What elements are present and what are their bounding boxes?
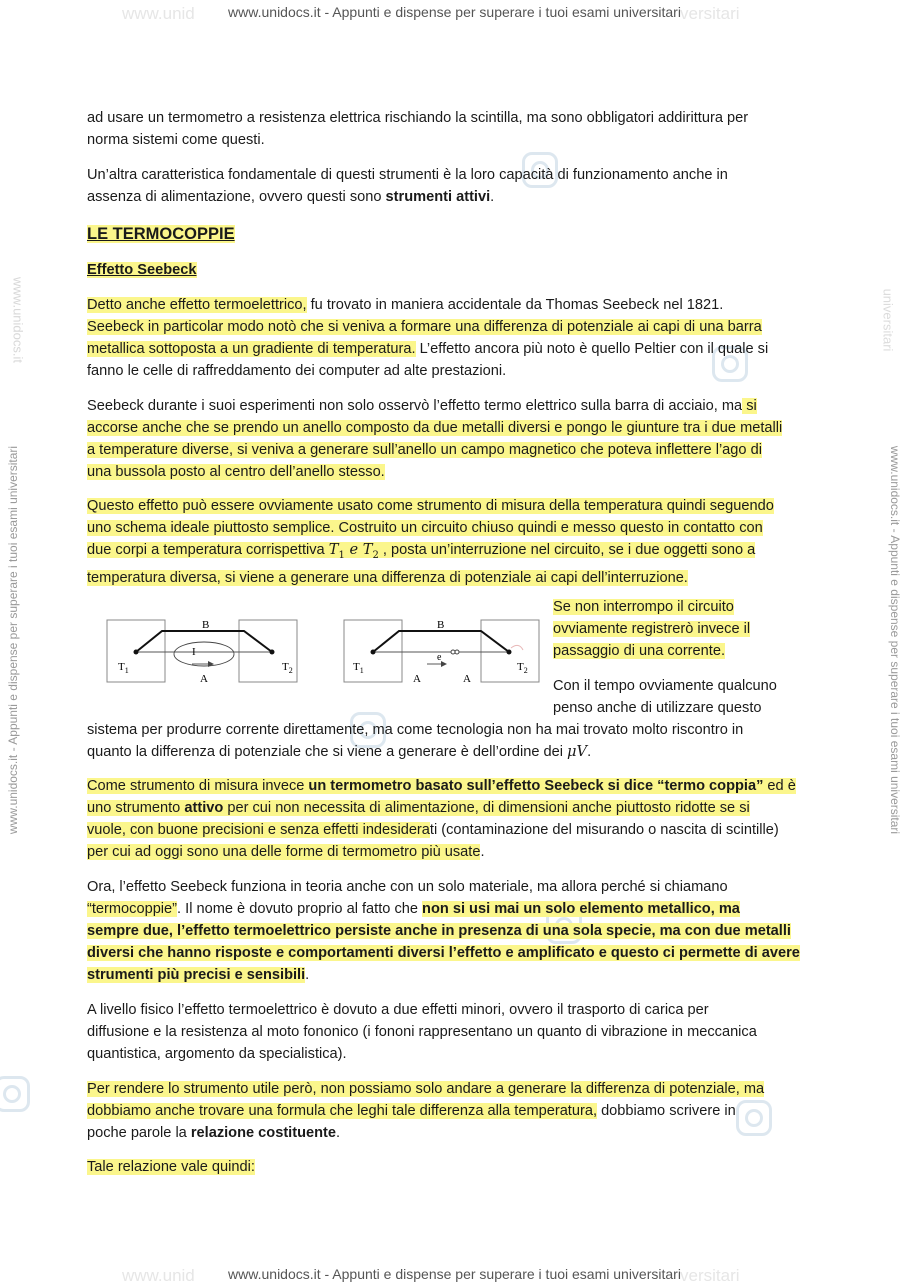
fig1-T1: T bbox=[118, 661, 125, 673]
p5-c1: due corpi a temperatura corrispettiva bbox=[87, 542, 329, 558]
p8-b1: “termocoppie” bbox=[87, 901, 178, 917]
watermark-logo-icon bbox=[0, 1076, 30, 1112]
side-text-c: passaggio di una corrente. bbox=[553, 643, 725, 659]
fig1-T1-sub: 1 bbox=[124, 666, 129, 675]
heading-termocoppie: LE TERMOCOPPIE bbox=[87, 225, 235, 243]
math-T1-sub: 1 bbox=[338, 549, 345, 561]
footer-ghost-left: www.unid bbox=[122, 1266, 195, 1285]
p7-d1: per cui ad oggi sono una delle forme di termometro più usate bbox=[87, 844, 481, 860]
side-watermark-left-text: www.unidocs.it - Appunti e dispense per superare i tuoi esami universitari bbox=[6, 445, 20, 835]
paragraph-7 bbox=[87, 775, 827, 863]
p10-c1: poche parole la bbox=[87, 1125, 191, 1141]
p8-c: sempre due, l’effetto termoelettrico persiste anche in presenza di una sola specie, ma con due metalli bbox=[87, 923, 791, 939]
p9-c: quantistica, argomento da specialistica). bbox=[87, 1046, 347, 1062]
paragraph-1 bbox=[87, 107, 827, 151]
p2-line-b: assenza di alimentazione, ovvero questi sono bbox=[87, 189, 386, 205]
math-T1: T bbox=[328, 541, 339, 558]
math-microvolt: μV bbox=[567, 743, 588, 760]
fig2-label-B: B bbox=[437, 619, 445, 631]
fig1-label-B: B bbox=[202, 619, 210, 631]
fig1-label-T2 bbox=[282, 661, 293, 675]
p7-a3: ed è bbox=[763, 778, 796, 794]
p7-c2: ti (contaminazione del misurando o nascita di scintille) bbox=[429, 822, 779, 838]
paragraph-10 bbox=[87, 1078, 827, 1144]
p3-b1: Seebeck in particolar modo bbox=[87, 319, 268, 335]
p7-a1: Come strumento di misura invece bbox=[87, 778, 309, 794]
side-watermark-right-text: www.unidocs.it - Appunti e dispense per superare i tuoi esami universitari bbox=[888, 445, 902, 835]
p7-b3: per cui non necessita di alimentazione, di dimensioni anche piuttosto ridotte se si bbox=[223, 800, 750, 816]
p3-c2: L’effetto ancora più noto è quello Peltier con il quale si bbox=[415, 341, 769, 357]
paragraph-2 bbox=[87, 164, 827, 208]
paragraph-4 bbox=[87, 395, 827, 483]
paragraph-6 bbox=[87, 719, 827, 763]
figure-side-text-2 bbox=[553, 675, 833, 719]
fig2-label-T2 bbox=[517, 661, 528, 675]
fig1-label-I: I bbox=[192, 646, 196, 658]
figure-closed-circuit bbox=[104, 612, 314, 692]
p10-c3: . bbox=[336, 1125, 341, 1141]
p6-b1: quanto la differenza di potenziale che si viene a generare è dell’ordine dei bbox=[87, 744, 568, 760]
p4-a2: si bbox=[742, 398, 757, 414]
p7-b1: uno strumento bbox=[87, 800, 185, 816]
math-e: e bbox=[344, 541, 363, 558]
fig2-label-A: A bbox=[413, 673, 421, 685]
page-header bbox=[0, 4, 909, 23]
p3-c1: metallica sottoposta a un gradiente di temperatura. bbox=[87, 341, 416, 357]
header-ghost-right: versitari bbox=[680, 4, 740, 23]
p1-line-b: norma sistemi come questi. bbox=[87, 132, 265, 148]
p3-a1: Detto anche effetto termoelettrico, bbox=[87, 297, 307, 313]
p8-e2: . bbox=[305, 967, 310, 983]
p11: Tale relazione vale quindi: bbox=[87, 1159, 255, 1175]
fig1-T2-sub: 2 bbox=[288, 666, 293, 675]
footer-ghost-right: versitari bbox=[680, 1266, 740, 1285]
figure-open-circuit bbox=[341, 612, 551, 692]
figure-side-text bbox=[553, 596, 833, 662]
p7-d2: . bbox=[480, 844, 485, 860]
p4-c: a temperature diverse, si veniva a generare sull’anello un campo magnetico che poteva inflettere l’ago di bbox=[87, 442, 762, 458]
p7-b2: attivo bbox=[184, 800, 224, 816]
p9-b: diffusione e la resistenza al moto fononico (i fononi rappresentano un quanto di vibrazione in meccanica bbox=[87, 1024, 757, 1040]
p7-c1: vuole, con buone precisioni e senza effetti indesidera bbox=[87, 822, 430, 838]
fig2-label-A2: A bbox=[463, 673, 471, 685]
subsection-heading bbox=[87, 259, 827, 281]
p4-d: una bussola posto al centro dell’anello stesso. bbox=[87, 464, 385, 480]
p4-a1: Seebeck durante i suoi esperimenti non solo osservò l’effetto termo elettrico sulla barra di acciaio, ma bbox=[87, 398, 743, 414]
side-watermark-right-fragment bbox=[876, 0, 900, 1286]
fig1-label-A: A bbox=[200, 673, 208, 685]
p3-d: fanno le celle di raffreddamento dei computer ad alte prestazioni. bbox=[87, 363, 507, 379]
p3-b2: notò che si veniva a formare una differenza di potenziale ai capi di una barra bbox=[267, 319, 762, 335]
side-watermark-left-frag-text: www.unidocs.it bbox=[10, 277, 26, 363]
p1-line-a: ad usare un termometro a resistenza elettrica rischiando la scintilla, ma sono obbligatori addirittura per bbox=[87, 110, 749, 126]
fig2-label-T1 bbox=[353, 661, 364, 675]
p7-a2: un termometro basato sull’effetto Seebeck si dice “termo coppia” bbox=[308, 778, 764, 794]
side-text-d: Con il tempo ovviamente qualcuno bbox=[553, 678, 777, 694]
p9-a: A livello fisico l’effetto termoelettrico è dovuto a due effetti minori, ovvero il trasporto di carica per bbox=[87, 1002, 709, 1018]
heading-effetto-seebeck: Effetto Seebeck bbox=[87, 262, 197, 278]
p8-b2: . Il nome è dovuto proprio al fatto che bbox=[177, 901, 423, 917]
section-heading bbox=[87, 223, 827, 245]
math-T2: T bbox=[362, 541, 373, 558]
p3-a2: fu trovato in maniera accidentale da Thomas Seebeck nel 1821. bbox=[306, 297, 724, 313]
p10-a: Per rendere lo strumento utile però, non possiamo solo andare a generare la differenza di potenziale, ma bbox=[87, 1081, 765, 1097]
header-ghost-left: www.unid bbox=[122, 4, 195, 23]
p2-bold: strumenti attivi bbox=[385, 189, 491, 205]
side-text-b: ovviamente registrerò invece il bbox=[553, 621, 751, 637]
p4-b: accorse anche che se prendo un anello composto da due metalli diversi e pongo le giunture tra i due metalli bbox=[87, 420, 783, 436]
fig1-T2: T bbox=[282, 661, 289, 673]
side-text-e: penso anche di utilizzare questo bbox=[553, 700, 762, 716]
header-text: www.unidocs.it - Appunti e dispense per superare i tuoi esami universitari bbox=[228, 4, 681, 20]
paragraph-9 bbox=[87, 999, 827, 1065]
footer-text: www.unidocs.it - Appunti e dispense per superare i tuoi esami universitari bbox=[228, 1266, 681, 1282]
fig2-T2: T bbox=[517, 661, 524, 673]
p5-a: Questo effetto può essere ovviamente usato come strumento di misura della temperatura quindi seguendo bbox=[87, 498, 774, 514]
page-footer bbox=[0, 1266, 909, 1285]
p6-a: sistema per produrre corrente direttamente, ma come tecnologia non ha mai trovato molto riscontro in bbox=[87, 722, 744, 738]
p10-b2: dobbiamo scrivere in bbox=[597, 1103, 736, 1119]
p5-b: uno schema ideale piuttosto semplice. Costruito un circuito chiuso quindi e messo questo in contatto con bbox=[87, 520, 763, 536]
p8-a: Ora, l’effetto Seebeck funziona in teoria anche con un solo materiale, ma allora perché si chiamano bbox=[87, 879, 728, 895]
p5-c2: , posta un’interruzione nel circuito, se i due oggetti sono a bbox=[378, 542, 756, 558]
side-watermark-right-frag-text: universitari bbox=[880, 288, 896, 352]
math-T2-sub: 2 bbox=[372, 549, 379, 561]
side-text-a: Se non interrompo il circuito bbox=[553, 599, 734, 615]
p2-line-a: Un’altra caratteristica fondamentale di questi strumenti è la loro capacità di funzionamento anche in bbox=[87, 167, 728, 183]
p2-dot: . bbox=[490, 189, 495, 205]
p5-d: temperatura diversa, si viene a generare una differenza di potenziale ai capi dell’interruzione. bbox=[87, 569, 688, 586]
fig2-T1: T bbox=[353, 661, 360, 673]
paragraph-11 bbox=[87, 1156, 827, 1178]
fig1-label-T1 bbox=[118, 661, 129, 675]
p8-e1: strumenti più precisi e sensibili bbox=[87, 967, 306, 983]
fig2-label-e: e bbox=[437, 652, 442, 663]
paragraph-3 bbox=[87, 294, 827, 382]
fig2-T2-sub: 2 bbox=[523, 666, 528, 675]
p10-b1: dobbiamo anche trovare una formula che leghi tale differenza alla temperatura, bbox=[87, 1103, 598, 1119]
fig2-T1-sub: 1 bbox=[359, 666, 364, 675]
p8-d: diversi che hanno risposte e comportamenti diversi l’effetto e amplificato e questo ci permette di avere bbox=[87, 945, 800, 961]
p10-c2: relazione costituente bbox=[190, 1125, 337, 1141]
paragraph-8 bbox=[87, 876, 827, 986]
paragraph-5 bbox=[87, 495, 827, 589]
p6-b2: . bbox=[587, 744, 592, 760]
p8-b3: non si usi mai un solo elemento metallico, ma bbox=[422, 901, 740, 917]
